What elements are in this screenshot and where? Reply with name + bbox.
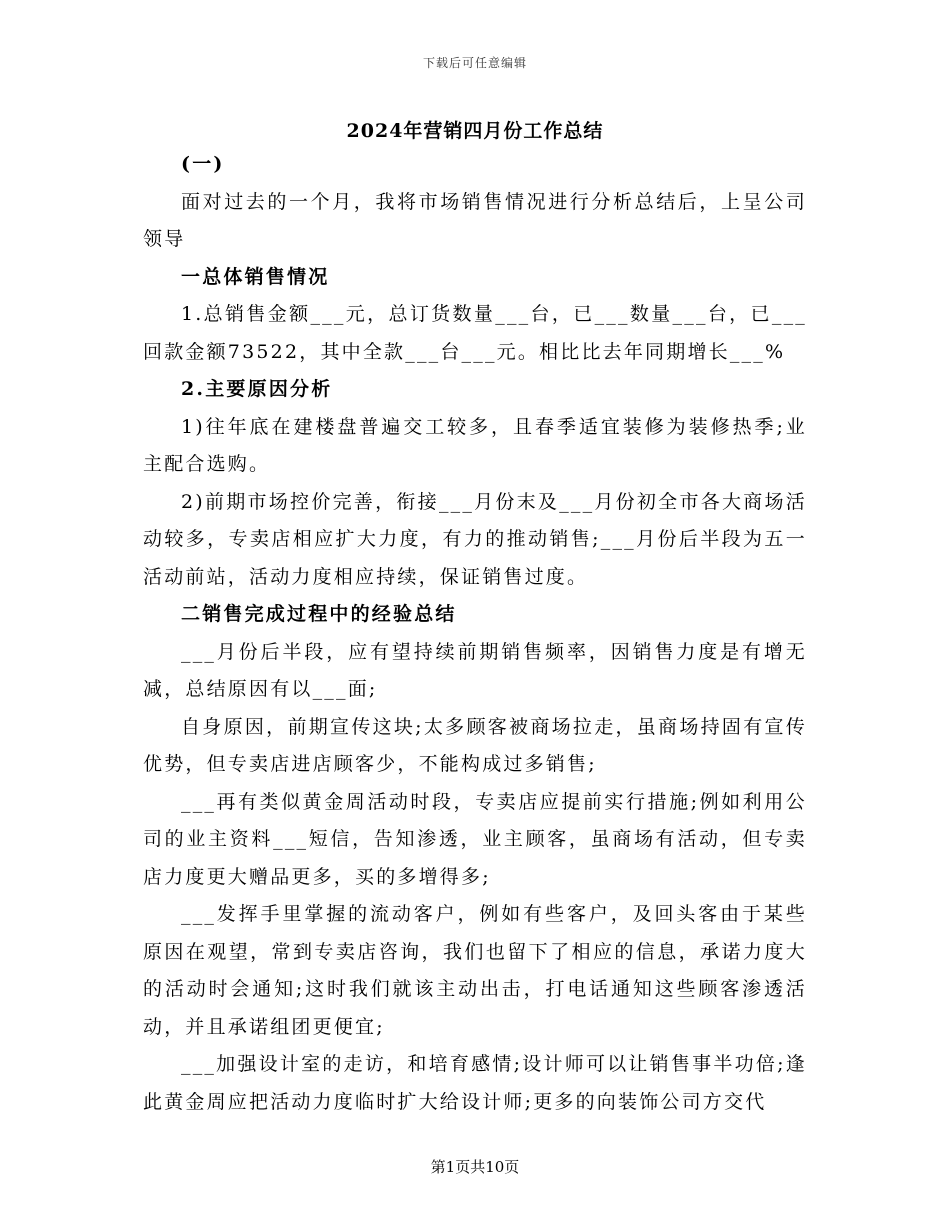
- paragraph-experience-intro: ___月份后半段，应有望持续前期销售频率，因销售力度是有增无减，总结原因有以___面;: [143, 640, 807, 700]
- document-body: [143, 146, 807, 1121]
- paragraph-sales-figures: 1.总销售金额___元，总订货数量___台，已___数量___台，已___回款金额73522，其中全款___台___元。相比比去年同期增长___%: [143, 303, 807, 363]
- heading-reason-analysis: 2.主要原因分析: [181, 378, 333, 400]
- section-marker: (一): [181, 153, 225, 175]
- document-title: 2024年营销四月份工作总结: [346, 120, 604, 142]
- paragraph-reason-1: 1)往年底在建楼盘普遍交工较多，且春季适宜装修为装修热季;业主配合选购。: [143, 415, 807, 475]
- paragraph-intro: 面对过去的一个月，我将市场销售情况进行分析总结后，上呈公司领导: [143, 190, 807, 250]
- page-footer: 第1页共10页: [430, 1158, 520, 1176]
- paragraph-designer-visits: ___加强设计室的走访，和培育感情;设计师可以让销售事半功倍;逢此黄金周应把活动力度临时扩大给设计师;更多的向装饰公司方交代: [143, 1053, 807, 1113]
- paragraph-mobile-customers: ___发挥手里掌握的流动客户，例如有些客户，及回头客由于某些原因在观望，常到专卖店咨询，我们也留下了相应的信息，承诺力度大的活动时会通知;这时我们就该主动出击，打电话通知这些顾客渗透活动，并且承诺组团更便宜;: [143, 903, 807, 1038]
- page-header: 下载后可任意编辑: [422, 56, 527, 70]
- heading-overall-sales: 一总体销售情况: [181, 265, 330, 288]
- paragraph-own-reasons: 自身原因，前期宣传这块;太多顾客被商场拉走，虽商场持固有宣传优势，但专卖店进店顾客少，不能构成过多销售;: [143, 715, 807, 775]
- paragraph-golden-week: ___再有类似黄金周活动时段，专卖店应提前实行措施;例如利用公司的业主资料___短信，告知渗透，业主顾客，虽商场有活动，但专卖店力度更大赠品更多，买的多增得多;: [143, 790, 807, 888]
- heading-experience-summary: 二销售完成过程中的经验总结: [181, 603, 457, 625]
- paragraph-reason-2: 2)前期市场控价完善，衔接___月份末及___月份初全市各大商场活动较多，专卖店相应扩大力度，有力的推动销售;___月份后半段为五一活动前站，活动力度相应持续，保证销售过度。: [143, 490, 807, 588]
